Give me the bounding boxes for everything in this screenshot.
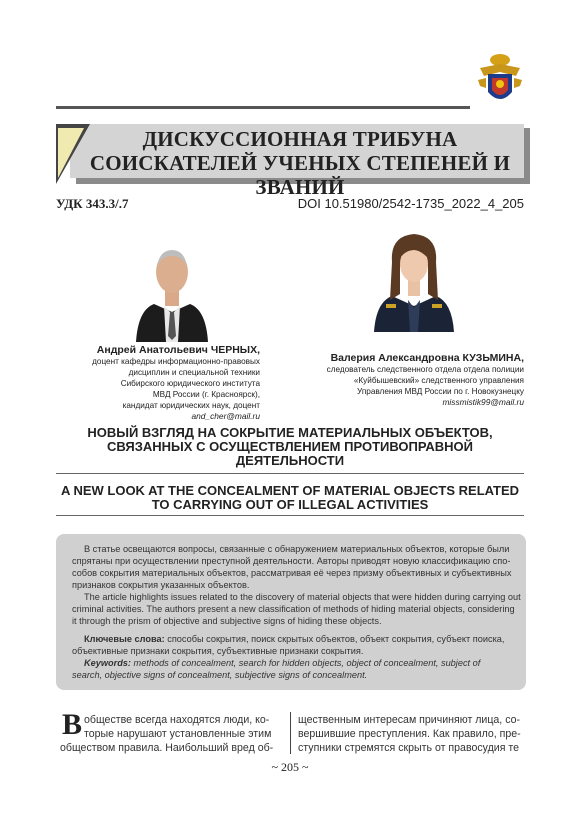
abstract-ru-line: спрятаны при осуществлении преступной деятельности. Авторы приводят новую классификацию спо- xyxy=(72,556,511,566)
article-title-en: A NEW LOOK AT THE CONCEALMENT OF MATERIAL OBJECTS RELATED xyxy=(60,483,520,498)
author-email: and_cher@mail.ru xyxy=(191,411,260,421)
doi-identifier: DOI 10.51980/2542-1735_2022_4_205 xyxy=(297,196,524,211)
body-text-right: ступники стремятся скрыть от правосудия те xyxy=(298,742,519,754)
keywords-en xyxy=(72,658,514,668)
section-title-line-2: СОИСКАТЕЛЕЙ УЧЕНЫХ СТЕПЕНЕЙ И ЗВАНИЙ xyxy=(89,151,511,199)
abstract-ru-line: В статье освещаются вопросы, связанные с обнаружением материальных объектов, которые были xyxy=(84,544,510,554)
author-affiliation-line: кандидат юридических наук, доцент xyxy=(122,401,260,410)
udk-code: УДК 343.3/.7 xyxy=(56,196,129,211)
author-name: Валерия Александровна КУЗЬМИНА, xyxy=(330,352,524,364)
author-affiliation-line: следователь следственного отдела отдела полиции xyxy=(326,365,524,374)
body-text-right: щественным интересам причиняют лица, со- xyxy=(298,714,521,726)
author-affiliation-line: доцент кафедры информационно-правовых xyxy=(92,357,260,366)
author-affiliation-line: Управления МВД России по г. Новокузнецку xyxy=(357,387,524,396)
keywords-en-label: Keywords: xyxy=(84,658,131,668)
author-photo-chernykh xyxy=(130,232,214,342)
keywords-en-text: methods of concealment, search for hidden objects, object of concealment, subject of xyxy=(130,658,481,668)
body-text-left: обществе всегда находятся люди, ко- xyxy=(84,714,270,726)
article-title-ru: НОВЫЙ ВЗГЛЯД НА СОКРЫТИЕ МАТЕРИАЛЬНЫХ ОБЪЕКТОВ, xyxy=(87,425,493,440)
abstract-en-line: it through the prism of objective and subjective signs of hiding these objects. xyxy=(72,616,382,626)
banner-shadow xyxy=(524,128,530,184)
author-affiliation-line: дисциплин и специальной техники xyxy=(128,368,260,377)
author-info-kuzmina xyxy=(292,352,524,407)
article-title-ru: ДЕЯТЕЛЬНОСТИ xyxy=(235,453,345,468)
author-info-chernykh xyxy=(60,344,260,421)
abstract-en-line: The article highlights issues related to the discovery of material objects that were hidden during carrying out xyxy=(84,592,521,602)
article-title-ru: СВЯЗАННЫХ С ОСУЩЕСТВЛЕНИЕМ ПРОТИВОПРАВНОЙ xyxy=(106,439,474,454)
title-divider xyxy=(56,473,524,474)
body-text-left: обществом правила. Наибольший вред об- xyxy=(60,742,274,754)
column-divider xyxy=(290,712,291,754)
author-affiliation-line: МВД России (г. Красноярск), xyxy=(152,390,260,399)
police-emblem-icon xyxy=(476,52,524,108)
body-text-right: вершившие преступления. Как правило, пре- xyxy=(298,728,521,740)
article-title-en: TO CARRYING OUT OF ILLEGAL ACTIVITIES xyxy=(151,497,429,512)
title-divider xyxy=(56,515,524,516)
keywords-ru-label: Ключевые слова: xyxy=(84,634,165,644)
page-number: ~ 205 ~ xyxy=(271,760,309,774)
section-title-line-1: ДИСКУССИОННАЯ ТРИБУНА xyxy=(142,127,458,151)
abstract-ru-line: признаков сокрытия указанных объектов. xyxy=(72,580,250,590)
body-text-left: торые нарушают установленные этим xyxy=(84,728,272,740)
abstract-en-line: criminal activities. The authors present a new classification of methods of hiding material objects, considering xyxy=(72,604,515,614)
drop-cap: В xyxy=(62,708,83,741)
keywords-ru-text: способы сокрытия, поиск скрытых объектов, объект сокрытия, субъект поиска, xyxy=(164,634,505,644)
author-name: Андрей Анатольевич ЧЕРНЫХ, xyxy=(96,344,260,356)
author-affiliation-line: Сибирского юридического института xyxy=(120,379,260,388)
keywords-ru xyxy=(72,634,514,644)
header-rule xyxy=(56,106,470,109)
abstract-ru-line: собов сокрытия материальных объектов, рассматривая её через призму объективных и субъективных xyxy=(72,568,512,578)
author-photo-kuzmina xyxy=(372,222,456,332)
author-affiliation-line: «Куйбышевский» следственного управления xyxy=(353,376,524,385)
author-email: missmistik99@mail.ru xyxy=(442,397,524,407)
keywords-ru-line: объективные признаки сокрытия, субъективные признаки сокрытия. xyxy=(72,646,364,656)
keywords-en-line: search, objective signs of concealment, subjective signs of concealment. xyxy=(72,670,368,680)
